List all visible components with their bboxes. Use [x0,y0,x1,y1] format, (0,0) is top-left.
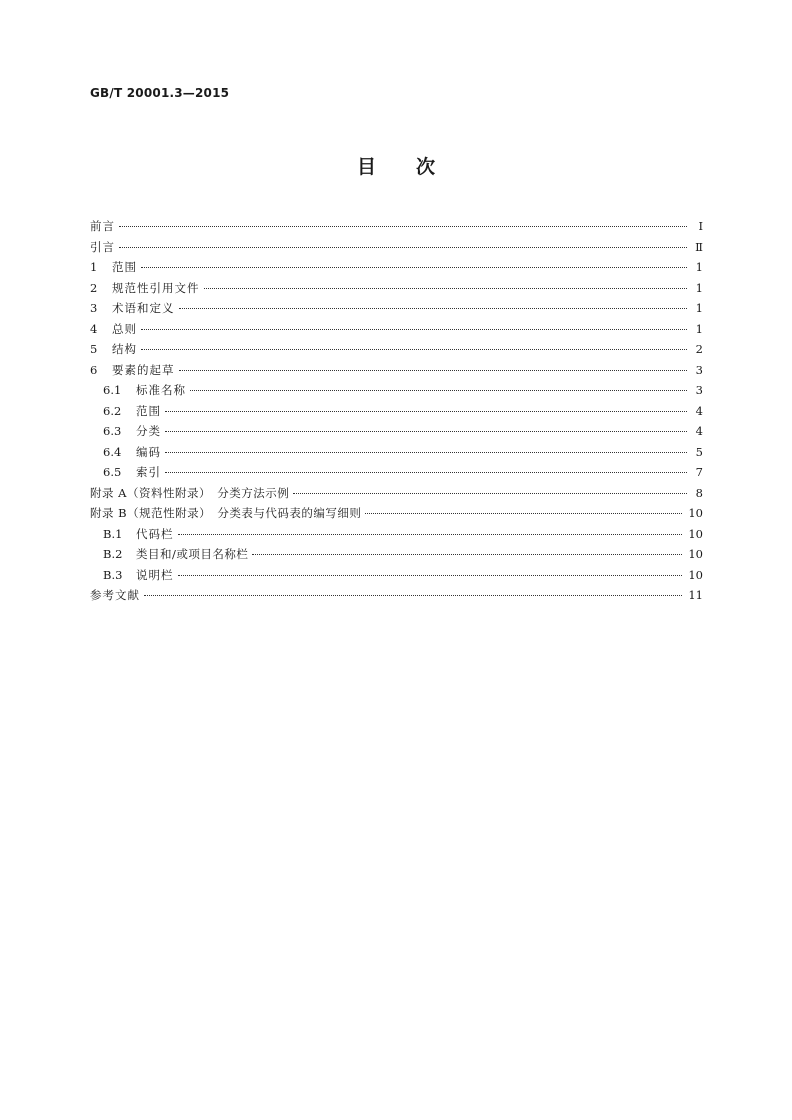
toc-entry-number: 1 [90,260,98,274]
toc-entry-label: 类目和/或项目名称栏 [136,547,249,561]
toc-entry[interactable] [90,524,703,545]
toc-entry-page: 1 [695,301,703,315]
toc-entry-page: 1 [695,260,703,274]
toc-entry-label: 规范性引用文件 [112,280,200,295]
toc-entry[interactable] [90,401,703,422]
toc-entry[interactable] [90,442,703,463]
toc-entry[interactable] [90,339,703,360]
toc-entry[interactable] [90,319,703,340]
toc-entry[interactable] [90,216,703,237]
toc-entry-page: 10 [688,506,703,520]
dot-leader [178,575,683,576]
toc-entry[interactable] [90,278,703,299]
dot-leader [365,513,682,514]
dot-leader [141,267,687,268]
dot-leader [165,411,687,412]
toc-entry[interactable] [90,462,703,483]
dot-leader [165,431,687,432]
dot-leader [119,226,687,227]
toc-entry-label: 范围 [136,403,161,418]
toc-entry-page: 8 [695,485,703,500]
toc-entry[interactable] [90,298,703,319]
toc-entry-label: 分类 [136,424,161,438]
toc-entry-page: 7 [695,465,703,479]
toc-entry-page: 11 [688,588,703,602]
toc-entry-number: B.1 [103,526,123,541]
toc-entry-number: 5 [90,342,98,356]
dot-leader [165,472,687,473]
toc-entry-page: 1 [695,321,703,336]
dot-leader [204,288,688,289]
toc-entry-number: 3 [90,301,98,315]
dot-leader [141,349,687,350]
toc-entry-label: 结构 [112,342,137,356]
toc-entry[interactable] [90,421,703,442]
table-of-contents [90,216,703,606]
toc-entry-page: 5 [695,444,703,459]
toc-entry-label: 附录 B（规范性附录） 分类表与代码表的编写细则 [90,506,362,520]
dot-leader [165,452,687,453]
dot-leader [179,370,688,371]
dot-leader [178,534,683,535]
toc-entry-label: 要素的起草 [112,362,175,377]
toc-entry-page: 10 [688,526,703,541]
toc-entry-number: 6.3 [103,424,122,438]
toc-title: 目次 [356,156,475,178]
toc-entry[interactable] [90,360,703,381]
toc-entry-label: 范围 [112,260,137,274]
toc-entry[interactable] [90,237,703,258]
toc-entry-page: 4 [695,424,703,438]
dot-leader [179,308,688,309]
toc-entry-label: 引言 [90,239,115,254]
toc-entry-page: 4 [695,403,703,418]
toc-entry-number: 4 [90,321,98,336]
toc-entry-label: 附录 A（资料性附录） 分类方法示例 [90,485,290,500]
toc-entry-number: 6.4 [103,444,122,459]
toc-entry[interactable] [90,380,703,401]
dot-leader [119,247,687,248]
toc-entry-label: 术语和定义 [112,301,175,315]
toc-entry[interactable] [90,257,703,278]
toc-entry[interactable] [90,503,703,524]
toc-entry-label: 代码栏 [136,526,174,541]
toc-entry[interactable] [90,483,703,504]
toc-entry[interactable] [90,544,703,565]
toc-entry[interactable] [90,585,703,606]
toc-entry-number: 6.1 [103,383,122,397]
toc-entry-label: 前言 [90,219,115,233]
dot-leader [190,390,687,391]
toc-entry-number: B.2 [103,547,123,561]
toc-entry-page: 10 [688,547,703,561]
toc-entry-number: 2 [90,280,98,295]
toc-entry-page: 3 [695,362,703,377]
toc-entry-label: 说明栏 [136,567,174,582]
toc-entry-label: 参考文献 [90,588,140,602]
toc-entry-label: 总则 [112,321,137,336]
toc-entry-page: 3 [695,383,703,397]
toc-entry-page: 10 [688,567,703,582]
toc-entry-page: 2 [695,342,703,356]
dot-leader [144,595,682,596]
toc-entry-number: 6.5 [103,465,122,479]
toc-entry-page: 1 [695,280,703,295]
toc-entry-page: Ⅱ [695,239,703,254]
toc-entry-number: B.3 [103,567,123,582]
dot-leader [293,493,687,494]
toc-entry-number: 6.2 [103,403,122,418]
document-code: GB/T 20001.3—2015 [90,86,230,100]
toc-entry-label: 索引 [136,465,161,479]
toc-entry-label: 标准名称 [136,383,186,397]
dot-leader [141,329,687,330]
toc-entry-page: Ⅰ [698,219,703,233]
dot-leader [252,554,682,555]
toc-entry[interactable] [90,565,703,586]
toc-entry-label: 编码 [136,444,161,459]
toc-entry-number: 6 [90,362,98,377]
